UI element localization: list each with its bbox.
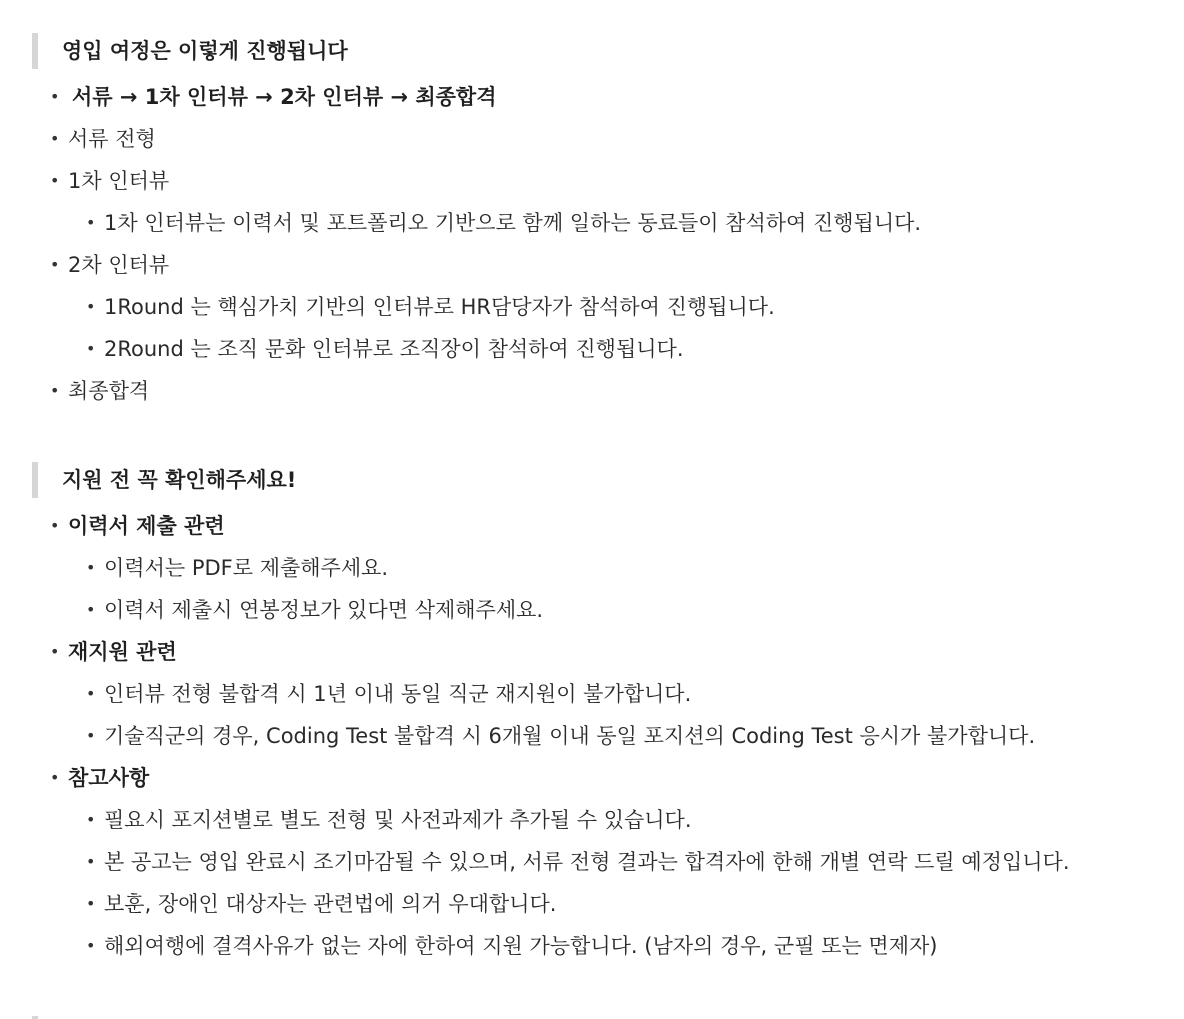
bullet: • (86, 339, 96, 358)
list-item-notes-overseas (86, 930, 937, 962)
list-item-interview1-detail (86, 207, 921, 239)
bullet: • (86, 297, 96, 316)
list-item-resume-salary (86, 594, 543, 626)
bullet: • (86, 213, 96, 232)
subheading: 재지원 관련 (68, 640, 177, 664)
bullet: • (86, 852, 96, 871)
step-label: 2차 인터뷰 (68, 253, 170, 277)
detail-text: 인터뷰 전형 불합격 시 1년 이내 동일 직군 재지원이 불가합니다. (104, 682, 692, 706)
process-flow-text: 서류 → 1차 인터뷰 → 2차 인터뷰 → 최종합격 (72, 85, 497, 109)
list-item-interview2-round1 (86, 291, 775, 323)
bullet: • (86, 684, 96, 703)
list-item-reapply-coding-test (86, 720, 1035, 752)
bullet: • (86, 726, 96, 745)
detail-text: 해외여행에 결격사유가 없는 자에 한하여 지원 가능합니다. (남자의 경우, 군필 또는 면제자) (104, 934, 938, 958)
step-label: 최종합격 (68, 379, 150, 403)
list-item-step-final (50, 375, 149, 407)
list-item-resume-heading (50, 510, 225, 542)
bullet: • (86, 810, 96, 829)
bullet: • (86, 558, 96, 577)
step-label: 서류 전형 (68, 127, 156, 151)
bullet: • (50, 255, 60, 274)
subheading: 이력서 제출 관련 (68, 514, 225, 538)
list-item-step-interview1 (50, 165, 169, 197)
detail-text: 본 공고는 영입 완료시 조기마감될 수 있으며, 서류 전형 결과는 합격자에 한해 개별 연락 드릴 예정입니다. (104, 850, 1070, 874)
step-label: 1차 인터뷰 (68, 169, 170, 193)
bullet: • (50, 516, 60, 535)
list-item-notes-assignment (86, 804, 692, 836)
detail-text: 이력서는 PDF로 제출해주세요. (104, 556, 389, 580)
detail-text: 필요시 포지션별로 별도 전형 및 사전과제가 추가될 수 있습니다. (104, 808, 692, 832)
list-item-interview2-round2 (86, 333, 684, 365)
bullet: • (50, 768, 60, 787)
detail-text: 1Round 는 핵심가치 기반의 인터뷰로 HR담당자가 참석하여 진행됩니다. (104, 295, 775, 319)
list-item-reapply-heading (50, 636, 177, 668)
list-item-notes-preference (86, 888, 556, 920)
bullet: • (86, 600, 96, 619)
list-item-resume-pdf (86, 552, 388, 584)
list-item-notes-early-close (86, 846, 1070, 878)
bullet: • (50, 87, 60, 106)
bullet: • (50, 381, 60, 400)
bullet: • (50, 171, 60, 190)
section-title-process: 영입 여정은 이렇게 진행됩니다 (32, 33, 348, 69)
section-title-notice: 지원 전 꼭 확인해주세요! (32, 462, 296, 498)
list-item-flow (50, 81, 497, 113)
bullet: • (86, 894, 96, 913)
detail-text: 보훈, 장애인 대상자는 관련법에 의거 우대합니다. (104, 892, 557, 916)
bullet: • (50, 642, 60, 661)
detail-text: 1차 인터뷰는 이력서 및 포트폴리오 기반으로 함께 일하는 동료들이 참석하여 진행됩니다. (104, 211, 922, 235)
list-item-step-document (50, 123, 156, 155)
subheading: 참고사항 (68, 766, 150, 790)
bullet: • (86, 936, 96, 955)
detail-text: 2Round 는 조직 문화 인터뷰로 조직장이 참석하여 진행됩니다. (104, 337, 684, 361)
bullet: • (50, 129, 60, 148)
detail-text: 기술직군의 경우, Coding Test 불합격 시 6개월 이내 동일 포지션의 Coding Test 응시가 불가합니다. (104, 724, 1036, 748)
list-item-notes-heading (50, 762, 149, 794)
list-item-reapply-interview (86, 678, 691, 710)
list-item-step-interview2 (50, 249, 169, 281)
detail-text: 이력서 제출시 연봉정보가 있다면 삭제해주세요. (104, 598, 544, 622)
